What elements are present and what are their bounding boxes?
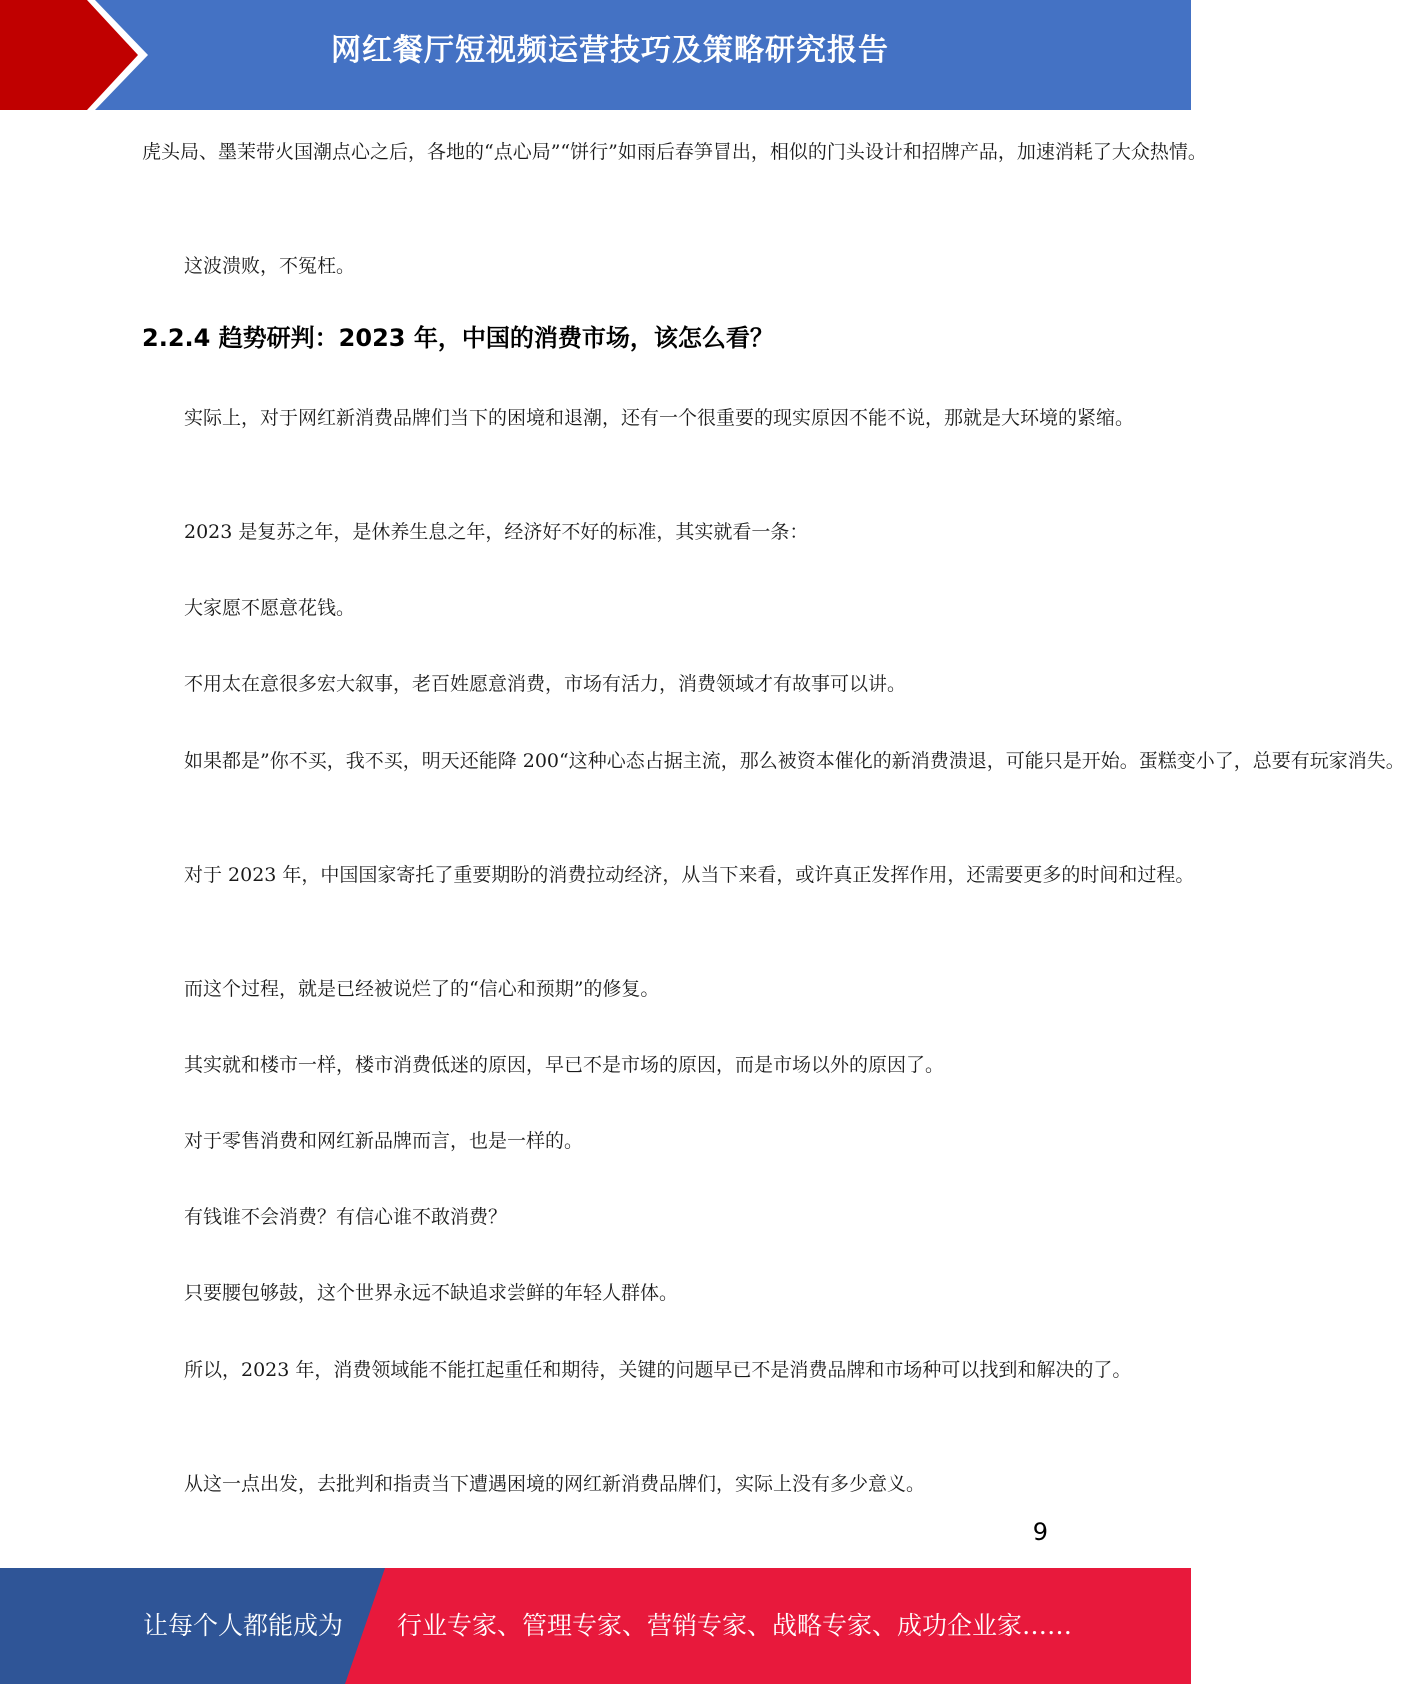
paragraph-1: 实际上，对于网红新消费品牌们当下的困境和退潮，还有一个很重要的现实原因不能不说，那就是大环境的紧缩。: [184, 407, 1135, 429]
header-title: 网红餐厅短视频运营技巧及策略研究报告: [331, 33, 889, 68]
page-header: [0, 0, 1191, 110]
intro-paragraph-1: 虎头局、墨茉带火国潮点心之后，各地的“点心局”“饼行”如雨后春笋冒出，相似的门头设计和招牌产品，加速消耗了大众热情。: [142, 141, 1207, 163]
paragraph-2: 2023 是复苏之年，是休养生息之年，经济好不好的标准，其实就看一条：: [184, 521, 809, 543]
paragraph-9: 对于零售消费和网红新品牌而言，也是一样的。: [184, 1130, 584, 1152]
section-heading: 2.2.4 趋势研判：2023 年，中国的消费市场，该怎么看？: [142, 324, 774, 352]
intro-paragraph-2: 这波溃败，不冤枉。: [184, 255, 356, 277]
paragraph-8: 其实就和楼市一样，楼市消费低迷的原因，早已不是市场的原因，而是市场以外的原因了。: [184, 1054, 945, 1076]
paragraph-10: 有钱谁不会消费？有信心谁不敢消费？: [184, 1206, 508, 1228]
paragraph-11: 只要腰包够鼓，这个世界永远不缺追求尝鲜的年轻人群体。: [184, 1282, 679, 1304]
footer-slogan-left: 让每个人都能成为: [143, 1611, 344, 1640]
paragraph-7: 而这个过程，就是已经被说烂了的“信心和预期”的修复。: [184, 978, 660, 1000]
paragraph-6: 对于 2023 年，中国国家寄托了重要期盼的消费拉动经济，从当下来看，或许真正发挥作用，还需要更多的时间和过程。: [184, 864, 1195, 886]
paragraph-4: 不用太在意很多宏大叙事，老百姓愿意消费，市场有活力，消费领域才有故事可以讲。: [184, 673, 907, 695]
paragraph-12: 所以，2023 年，消费领域能不能扛起重任和期待，关键的问题早已不是消费品牌和市场种可以找到和解决的了。: [184, 1359, 1132, 1381]
page-number: 9: [1032, 1518, 1048, 1546]
paragraph-5: 如果都是”你不买，我不买，明天还能降 200“这种心态占据主流，那么被资本催化的新消费溃退，可能只是开始。蛋糕变小了，总要有玩家消失。: [184, 750, 1405, 772]
footer-slogan-right: 行业专家、管理专家、营销专家、战略专家、成功企业家……: [397, 1611, 1073, 1640]
paragraph-13: 从这一点出发，去批判和指责当下遭遇困境的网红新消费品牌们，实际上没有多少意义。: [184, 1473, 926, 1495]
page-footer: [0, 1568, 1191, 1684]
paragraph-3: 大家愿不愿意花钱。: [184, 597, 356, 619]
